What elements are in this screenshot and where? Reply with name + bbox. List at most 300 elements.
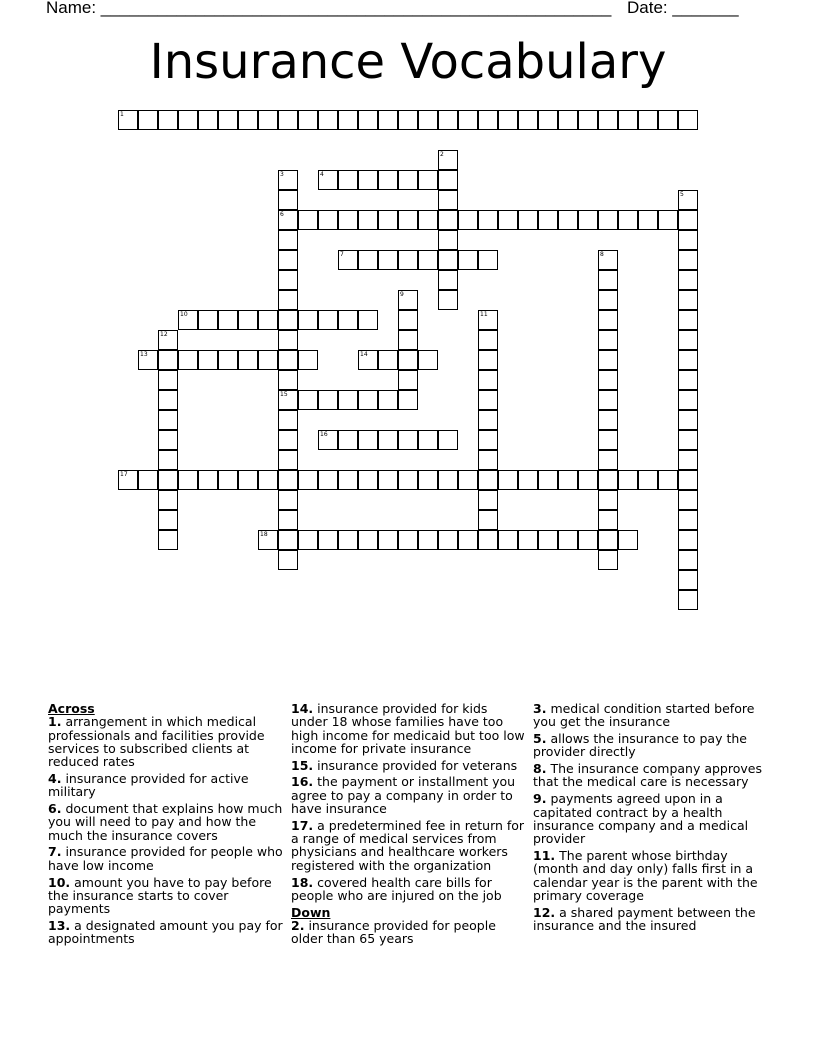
grid-cell[interactable] <box>258 470 278 490</box>
grid-cell[interactable] <box>258 350 278 370</box>
grid-cell[interactable] <box>598 510 618 530</box>
grid-cell[interactable] <box>278 210 298 230</box>
cell-number: 2 <box>440 151 444 158</box>
grid-cell[interactable] <box>378 350 398 370</box>
grid-cell[interactable] <box>678 270 698 290</box>
grid-cell[interactable] <box>578 530 598 550</box>
grid-cell[interactable] <box>278 410 298 430</box>
grid-cell[interactable] <box>438 190 458 210</box>
grid-cell[interactable] <box>578 470 598 490</box>
grid-cell[interactable] <box>398 310 418 330</box>
grid-cell[interactable] <box>678 390 698 410</box>
grid-cell[interactable] <box>138 350 158 370</box>
grid-cell[interactable] <box>338 110 358 130</box>
grid-cell[interactable] <box>678 190 698 210</box>
clue-item <box>48 715 284 768</box>
clue-text: insurance provided for active military <box>48 770 249 800</box>
clue-text: allows the insurance to pay the provider directly <box>533 731 747 760</box>
grid-cell[interactable] <box>278 310 298 330</box>
grid-cell[interactable] <box>678 530 698 550</box>
grid-cell[interactable] <box>218 310 238 330</box>
clue-item <box>533 702 769 729</box>
clue-number: 7. <box>48 844 62 860</box>
grid-cell[interactable] <box>278 430 298 450</box>
grid-cell[interactable] <box>538 530 558 550</box>
grid-cell[interactable] <box>238 350 258 370</box>
grid-cell[interactable] <box>198 310 218 330</box>
grid-cell[interactable] <box>498 530 518 550</box>
clue-column-3 <box>533 702 769 936</box>
clue-text: covered health care bills for people who are injured on the job <box>291 874 502 903</box>
grid-cell[interactable] <box>598 270 618 290</box>
grid-cell[interactable] <box>598 410 618 430</box>
clue-number: 3. <box>533 701 547 716</box>
grid-cell[interactable] <box>398 530 418 550</box>
clue-number: 1. <box>48 714 62 730</box>
grid-cell[interactable] <box>478 370 498 390</box>
grid-cell[interactable] <box>498 470 518 490</box>
cell-number: 17 <box>120 471 128 478</box>
grid-cell[interactable] <box>338 310 358 330</box>
clue-text: The insurance company approves that the medical care is necessary <box>533 761 762 790</box>
grid-cell[interactable] <box>478 510 498 530</box>
grid-cell[interactable] <box>458 110 478 130</box>
cell-number: 9 <box>400 291 404 298</box>
grid-cell[interactable] <box>638 470 658 490</box>
grid-cell[interactable] <box>158 490 178 510</box>
grid-cell[interactable] <box>258 530 278 550</box>
grid-cell[interactable] <box>438 270 458 290</box>
cell-number: 1 <box>120 111 124 118</box>
grid-cell[interactable] <box>278 390 298 410</box>
grid-cell[interactable] <box>278 450 298 470</box>
grid-cell[interactable] <box>418 350 438 370</box>
grid-cell[interactable] <box>538 470 558 490</box>
grid-cell[interactable] <box>178 350 198 370</box>
grid-cell[interactable] <box>398 330 418 350</box>
grid-cell[interactable] <box>678 350 698 370</box>
grid-cell[interactable] <box>378 430 398 450</box>
clue-text: insurance provided for veterans <box>317 757 518 773</box>
grid-cell[interactable] <box>278 510 298 530</box>
grid-cell[interactable] <box>338 250 358 270</box>
grid-cell[interactable] <box>438 150 458 170</box>
clue-number: 18. <box>291 874 314 890</box>
grid-cell[interactable] <box>578 210 598 230</box>
grid-cell[interactable] <box>158 450 178 470</box>
grid-cell[interactable] <box>318 210 338 230</box>
grid-cell[interactable] <box>438 530 458 550</box>
grid-cell[interactable] <box>378 250 398 270</box>
grid-cell[interactable] <box>598 110 618 130</box>
grid-cell[interactable] <box>478 390 498 410</box>
grid-cell[interactable] <box>598 470 618 490</box>
page-title: Insurance Vocabulary <box>149 34 667 90</box>
grid-cell[interactable] <box>298 390 318 410</box>
grid-cell[interactable] <box>578 110 598 130</box>
grid-cell[interactable] <box>358 530 378 550</box>
clue-number: 4. <box>48 770 62 786</box>
grid-cell[interactable] <box>438 250 458 270</box>
grid-cell[interactable] <box>158 350 178 370</box>
clue-number: 13. <box>48 917 71 933</box>
cell-number: 5 <box>680 191 684 198</box>
grid-cell[interactable] <box>398 350 418 370</box>
grid-cell[interactable] <box>678 570 698 590</box>
grid-cell[interactable] <box>318 390 338 410</box>
grid-cell[interactable] <box>678 450 698 470</box>
grid-cell[interactable] <box>478 470 498 490</box>
grid-cell[interactable] <box>478 490 498 510</box>
grid-cell[interactable] <box>278 350 298 370</box>
clue-text: insurance provided for kids under 18 whose families have too high income for medicaid but too low income for private insurance <box>291 701 525 756</box>
cell-number: 7 <box>340 251 344 258</box>
clue-number: 16. <box>291 774 314 790</box>
grid-cell[interactable] <box>238 310 258 330</box>
grid-cell[interactable] <box>518 470 538 490</box>
grid-cell[interactable] <box>158 470 178 490</box>
clue-text: a shared payment between the insurance and the insured <box>533 904 756 933</box>
grid-cell[interactable] <box>598 490 618 510</box>
grid-cell[interactable] <box>458 530 478 550</box>
grid-cell[interactable] <box>498 110 518 130</box>
grid-cell[interactable] <box>438 430 458 450</box>
clue-item <box>48 876 284 916</box>
grid-cell[interactable] <box>318 110 338 130</box>
clue-text: the payment or installment you agree to pay a company in order to have insurance <box>291 774 516 817</box>
clue-item <box>291 876 527 903</box>
grid-cell[interactable] <box>278 370 298 390</box>
clue-item <box>291 759 527 772</box>
grid-cell[interactable] <box>298 470 318 490</box>
grid-cell[interactable] <box>298 110 318 130</box>
cell-number: 13 <box>140 351 148 358</box>
grid-cell[interactable] <box>278 110 298 130</box>
grid-cell[interactable] <box>278 550 298 570</box>
grid-cell[interactable] <box>598 550 618 570</box>
section-heading: Across <box>48 701 95 716</box>
grid-cell[interactable] <box>158 390 178 410</box>
clue-number: 5. <box>533 731 547 747</box>
grid-cell[interactable] <box>398 250 418 270</box>
grid-cell[interactable] <box>398 290 418 310</box>
grid-cell[interactable] <box>338 430 358 450</box>
clue-number: 6. <box>48 801 62 817</box>
grid-cell[interactable] <box>218 110 238 130</box>
grid-cell[interactable] <box>218 350 238 370</box>
grid-cell[interactable] <box>278 470 298 490</box>
grid-cell[interactable] <box>598 350 618 370</box>
grid-cell[interactable] <box>338 170 358 190</box>
grid-cell[interactable] <box>558 110 578 130</box>
grid-cell[interactable] <box>138 470 158 490</box>
grid-cell[interactable] <box>358 250 378 270</box>
grid-cell[interactable] <box>558 210 578 230</box>
grid-cell[interactable] <box>158 510 178 530</box>
grid-cell[interactable] <box>358 170 378 190</box>
grid-cell[interactable] <box>338 530 358 550</box>
grid-cell[interactable] <box>258 310 278 330</box>
grid-cell[interactable] <box>298 210 318 230</box>
grid-cell[interactable] <box>598 530 618 550</box>
grid-cell[interactable] <box>278 290 298 310</box>
grid-cell[interactable] <box>658 210 678 230</box>
grid-cell[interactable] <box>478 110 498 130</box>
grid-cell[interactable] <box>378 170 398 190</box>
grid-cell[interactable] <box>298 350 318 370</box>
grid-cell[interactable] <box>538 210 558 230</box>
clue-number: 12. <box>533 904 556 920</box>
grid-cell[interactable] <box>438 470 458 490</box>
grid-cell[interactable] <box>598 250 618 270</box>
grid-cell[interactable] <box>598 450 618 470</box>
grid-cell[interactable] <box>238 470 258 490</box>
clue-item <box>533 792 769 845</box>
grid-cell[interactable] <box>178 470 198 490</box>
cell-number: 4 <box>320 171 324 178</box>
grid-cell[interactable] <box>478 250 498 270</box>
grid-cell[interactable] <box>158 430 178 450</box>
clue-number: 8. <box>533 761 547 777</box>
grid-cell[interactable] <box>598 370 618 390</box>
grid-cell[interactable] <box>118 110 138 130</box>
grid-cell[interactable] <box>418 250 438 270</box>
grid-cell[interactable] <box>638 110 658 130</box>
clue-number: 9. <box>533 791 547 807</box>
grid-cell[interactable] <box>418 110 438 130</box>
clue-item <box>291 919 527 946</box>
grid-cell[interactable] <box>378 530 398 550</box>
cell-number: 6 <box>280 211 284 218</box>
grid-cell[interactable] <box>598 290 618 310</box>
grid-cell[interactable] <box>518 210 538 230</box>
grid-cell[interactable] <box>278 250 298 270</box>
grid-cell[interactable] <box>398 390 418 410</box>
grid-cell[interactable] <box>398 470 418 490</box>
clue-number: 15. <box>291 757 314 773</box>
grid-cell[interactable] <box>598 390 618 410</box>
grid-cell[interactable] <box>278 190 298 210</box>
grid-cell[interactable] <box>678 510 698 530</box>
grid-cell[interactable] <box>478 530 498 550</box>
clue-text: The parent whose birthday (month and day only) falls first in a calendar year is the parent with the primary coverage <box>533 847 758 903</box>
grid-cell[interactable] <box>678 590 698 610</box>
grid-cell[interactable] <box>358 430 378 450</box>
grid-cell[interactable] <box>238 110 258 130</box>
grid-cell[interactable] <box>518 530 538 550</box>
grid-cell[interactable] <box>478 330 498 350</box>
grid-cell[interactable] <box>458 470 478 490</box>
grid-cell[interactable] <box>298 310 318 330</box>
grid-cell[interactable] <box>358 350 378 370</box>
grid-cell[interactable] <box>438 110 458 130</box>
grid-cell[interactable] <box>598 210 618 230</box>
grid-cell[interactable] <box>358 210 378 230</box>
grid-cell[interactable] <box>278 490 298 510</box>
grid-cell[interactable] <box>358 470 378 490</box>
grid-cell[interactable] <box>398 210 418 230</box>
cell-number: 10 <box>180 311 188 318</box>
name-field-label: Name: ______________________________________________________ <box>46 0 612 17</box>
clue-column-1 <box>48 702 284 949</box>
grid-cell[interactable] <box>678 210 698 230</box>
grid-cell[interactable] <box>538 110 558 130</box>
grid-cell[interactable] <box>318 170 338 190</box>
grid-cell[interactable] <box>378 110 398 130</box>
cell-number: 18 <box>260 531 268 538</box>
grid-cell[interactable] <box>278 230 298 250</box>
grid-cell[interactable] <box>678 110 698 130</box>
grid-cell[interactable] <box>678 490 698 510</box>
grid-cell[interactable] <box>678 330 698 350</box>
grid-cell[interactable] <box>498 210 518 230</box>
grid-cell[interactable] <box>678 310 698 330</box>
clue-item <box>533 849 769 902</box>
grid-cell[interactable] <box>658 470 678 490</box>
grid-cell[interactable] <box>138 110 158 130</box>
grid-cell[interactable] <box>618 110 638 130</box>
grid-cell[interactable] <box>378 210 398 230</box>
grid-cell[interactable] <box>678 290 698 310</box>
clue-item <box>48 802 284 842</box>
grid-cell[interactable] <box>158 370 178 390</box>
grid-cell[interactable] <box>598 430 618 450</box>
grid-cell[interactable] <box>558 530 578 550</box>
grid-cell[interactable] <box>118 470 138 490</box>
grid-cell[interactable] <box>178 310 198 330</box>
clue-item <box>48 845 284 872</box>
grid-cell[interactable] <box>158 530 178 550</box>
grid-cell[interactable] <box>258 110 278 130</box>
grid-cell[interactable] <box>338 470 358 490</box>
grid-cell[interactable] <box>318 470 338 490</box>
grid-cell[interactable] <box>418 430 438 450</box>
grid-cell[interactable] <box>318 310 338 330</box>
grid-cell[interactable] <box>358 110 378 130</box>
grid-cell[interactable] <box>398 170 418 190</box>
grid-cell[interactable] <box>418 170 438 190</box>
grid-cell[interactable] <box>478 310 498 330</box>
grid-cell[interactable] <box>158 410 178 430</box>
grid-cell[interactable] <box>298 530 318 550</box>
grid-cell[interactable] <box>618 210 638 230</box>
grid-cell[interactable] <box>358 310 378 330</box>
grid-cell[interactable] <box>678 470 698 490</box>
clue-text: a predetermined fee in return for a range of medical services from physicians and healthcare workers registered with the organization <box>291 817 525 873</box>
clue-number: 10. <box>48 874 71 890</box>
grid-cell[interactable] <box>678 250 698 270</box>
grid-cell[interactable] <box>158 110 178 130</box>
grid-cell[interactable] <box>638 210 658 230</box>
grid-cell[interactable] <box>398 110 418 130</box>
clue-text: payments agreed upon in a capitated contract by a health insurance company and a medical provider <box>533 791 749 847</box>
clue-text: arrangement in which medical professionals and facilities provide services to subscribed clients at reduced rates <box>48 714 265 770</box>
grid-cell[interactable] <box>658 110 678 130</box>
grid-cell[interactable] <box>458 210 478 230</box>
grid-cell[interactable] <box>198 110 218 130</box>
clue-text: a designated amount you pay for appointments <box>48 917 283 947</box>
grid-cell[interactable] <box>518 110 538 130</box>
clue-text: document that explains how much you will need to pay and how the much the insurance covers <box>48 801 283 843</box>
grid-cell[interactable] <box>598 330 618 350</box>
grid-cell[interactable] <box>438 230 458 250</box>
grid-cell[interactable] <box>278 170 298 190</box>
grid-cell[interactable] <box>438 170 458 190</box>
cell-number: 11 <box>480 311 488 318</box>
grid-cell[interactable] <box>178 110 198 130</box>
grid-cell[interactable] <box>598 310 618 330</box>
grid-cell[interactable] <box>678 230 698 250</box>
clue-item <box>533 732 769 759</box>
grid-cell[interactable] <box>478 210 498 230</box>
section-heading: Down <box>291 904 331 920</box>
grid-cell[interactable] <box>478 450 498 470</box>
clue-text: medical condition started before you get the insurance <box>533 701 755 730</box>
clue-item <box>291 775 527 815</box>
grid-cell[interactable] <box>418 210 438 230</box>
grid-cell[interactable] <box>438 210 458 230</box>
grid-cell[interactable] <box>478 410 498 430</box>
grid-cell[interactable] <box>278 530 298 550</box>
grid-cell[interactable] <box>418 530 438 550</box>
date-field-label: Date: _______ <box>627 0 739 17</box>
grid-cell[interactable] <box>678 410 698 430</box>
clue-item <box>291 819 527 872</box>
grid-cell[interactable] <box>678 370 698 390</box>
grid-cell[interactable] <box>278 330 298 350</box>
grid-cell[interactable] <box>418 470 438 490</box>
grid-cell[interactable] <box>378 390 398 410</box>
grid-cell[interactable] <box>318 430 338 450</box>
grid-cell[interactable] <box>198 350 218 370</box>
clue-item <box>48 919 284 946</box>
grid-cell[interactable] <box>558 470 578 490</box>
grid-cell[interactable] <box>158 330 178 350</box>
grid-cell[interactable] <box>618 470 638 490</box>
clue-number: 14. <box>291 701 314 716</box>
cell-number: 8 <box>600 251 604 258</box>
grid-cell[interactable] <box>358 390 378 410</box>
grid-cell[interactable] <box>338 210 358 230</box>
clue-number: 2. <box>291 917 305 933</box>
grid-cell[interactable] <box>218 470 238 490</box>
clue-text: amount you have to pay before the insurance starts to cover payments <box>48 874 272 917</box>
clue-item <box>291 702 527 755</box>
grid-cell[interactable] <box>438 290 458 310</box>
grid-cell[interactable] <box>318 530 338 550</box>
cell-number: 12 <box>160 331 168 338</box>
grid-cell[interactable] <box>338 390 358 410</box>
cell-number: 14 <box>360 351 368 358</box>
grid-cell[interactable] <box>398 370 418 390</box>
grid-cell[interactable] <box>478 430 498 450</box>
grid-cell[interactable] <box>678 430 698 450</box>
grid-cell[interactable] <box>198 470 218 490</box>
clue-text: insurance provided for people who have low income <box>48 844 283 873</box>
grid-cell[interactable] <box>398 430 418 450</box>
grid-cell[interactable] <box>278 270 298 290</box>
cell-number: 16 <box>320 431 328 438</box>
grid-cell[interactable] <box>378 470 398 490</box>
clue-number: 11. <box>533 847 556 863</box>
clue-column-2 <box>291 702 527 949</box>
grid-cell[interactable] <box>458 250 478 270</box>
grid-cell[interactable] <box>678 550 698 570</box>
grid-cell[interactable] <box>478 350 498 370</box>
grid-cell[interactable] <box>618 530 638 550</box>
clue-item <box>48 772 284 799</box>
clue-item <box>533 906 769 933</box>
